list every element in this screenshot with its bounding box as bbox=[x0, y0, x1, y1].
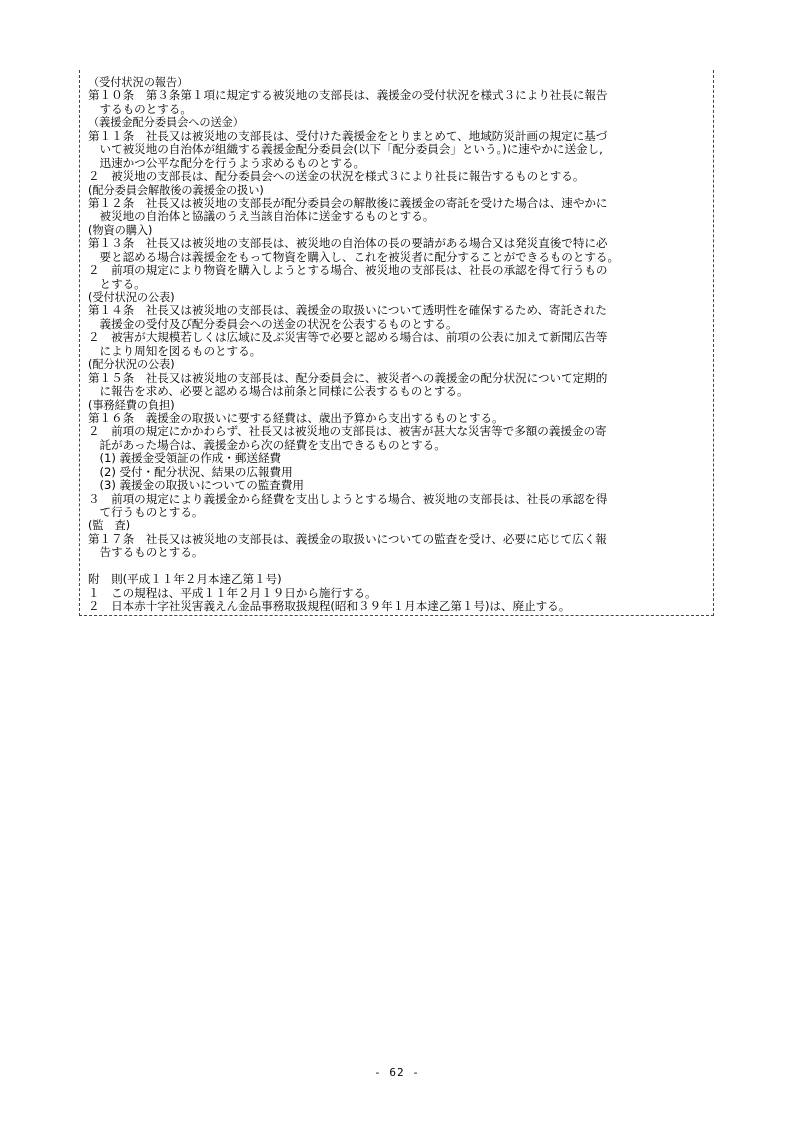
text-line: いて被災地の自治体が組織する義援金配分委員会(以下「配分委員会」という。)に速やかに送金し, bbox=[88, 142, 603, 157]
text-line: ３ 前項の規定により義援金から経費を支出しようとする場合、被災地の支部長は、社長の承認を得 bbox=[88, 491, 608, 506]
text-line: 告するものとする。 bbox=[88, 545, 204, 560]
text-line: ２ 日本赤十字社災害義えん金品事務取扱規程(昭和３９年１月本達乙第１号)は、廃止する。 bbox=[88, 599, 571, 614]
text-line: (3) 義援金の取扱いについての監査費用 bbox=[88, 478, 304, 493]
text-line: 第１０条 第３条第１項に規定する被災地の支部長は、義援金の受付状況を様式３により社長に報告 bbox=[88, 88, 608, 103]
page-number: - 62 - bbox=[374, 1066, 420, 1079]
section-heading: （義援金配分委員会への送金） bbox=[88, 116, 244, 130]
text-line: 義援金の受付及び配分委員会への送金の状況を公表するものとする。 bbox=[88, 316, 458, 331]
text-line: ２ 被害が大規模若しくは広域に及ぶ災害等で必要と認める場合は、前項の公表に加えて新聞広告等 bbox=[88, 330, 608, 345]
section-heading: （受付状況の報告） bbox=[88, 76, 189, 89]
document-body bbox=[88, 76, 708, 614]
text-line: 託があった場合は、義援金から次の経費を支出できるものとする。 bbox=[88, 437, 446, 452]
text-line: ２ 前項の規定により物資を購入しようとする場合、被災地の支部長は、社長の承認を得て行うもの bbox=[88, 263, 608, 278]
text-line: ２ 前項の規定にかかわらず、社長又は被災地の支部長は、被害が甚大な災害等で多額の義援金の寄 bbox=[88, 424, 607, 439]
blank-line bbox=[88, 560, 708, 573]
text-line: ２ 被災地の支部長は、配分委員会への送金の状況を様式３により社長に報告するものとする。 bbox=[88, 169, 585, 184]
section-heading: (物資の購入) bbox=[88, 223, 153, 237]
section-heading: (事務経費の負担) bbox=[88, 398, 175, 412]
text-line: 迅速かつ公平な配分を行うよう求めるものとする。 bbox=[88, 155, 366, 170]
text-line: 第１２条 社長又は被災地の支部長が配分委員会の解散後に義援金の寄託を受けた場合は、速やかに bbox=[88, 195, 608, 210]
section-heading: (配分状況の公表) bbox=[88, 358, 175, 372]
text-line: 附 則(平成１１年２月本達乙第１号) bbox=[88, 572, 282, 587]
text-line: に報告を求め、必要と認める場合は前条と同様に公表するものとする。 bbox=[88, 384, 469, 399]
text-line: 第１３条 社長又は被災地の支部長は、被災地の自治体の長の要請がある場合又は発災直後で特に必 bbox=[88, 236, 608, 251]
text-line: とする。 bbox=[88, 276, 146, 291]
text-line: 第１５条 社長又は被災地の支部長は、配分委員会に、被災者への義援金の配分状況について定期的 bbox=[88, 370, 608, 385]
text-line: (2) 受付・配分状況、結果の広報費用 bbox=[88, 464, 293, 479]
text-line: するものとする。 bbox=[88, 101, 192, 116]
text-line: 第１６条 義援金の取扱いに要する経費は、歳出予算から支出するものとする。 bbox=[88, 410, 504, 425]
text-line: 第１４条 社長又は被災地の支部長は、義援金の取扱いについて透明性を確保するため、寄託された bbox=[88, 303, 607, 318]
text-line: １ この規程は、平成１１年２月１９日から施行する。 bbox=[88, 585, 377, 600]
text-line: により周知を図るものとする。 bbox=[88, 343, 262, 358]
text-line: て行うものとする。 bbox=[88, 505, 204, 519]
section-heading: (受付状況の公表) bbox=[88, 291, 175, 304]
section-heading: (監 査) bbox=[88, 519, 131, 533]
text-line: (1) 義援金受領証の作成・郵送経費 bbox=[88, 451, 282, 466]
text-line: 要と認める場合は義援金をもって物資を購入し、これを被災者に配分することができるものとする。 bbox=[88, 249, 620, 264]
text-line: 被災地の自治体と協議のうえ当該自治体に送金するものとする。 bbox=[88, 209, 435, 224]
section-heading: (配分委員会解散後の義援金の扱い) bbox=[88, 183, 264, 197]
text-line: 第１７条 社長又は被災地の支部長は、義援金の取扱いについての監査を受け、必要に応じて広く報 bbox=[88, 531, 607, 546]
text-line: 第１１条 社長又は被災地の支部長は、受付けた義援金をとりまとめて、地域防災計画の規定に基づ bbox=[88, 128, 608, 143]
